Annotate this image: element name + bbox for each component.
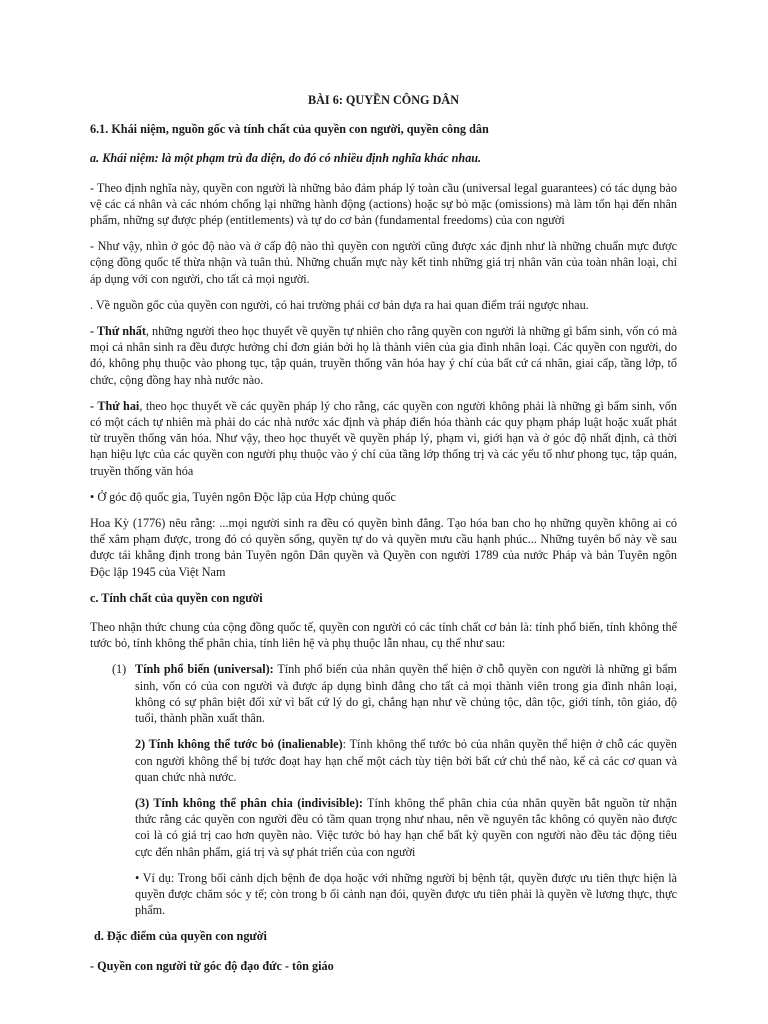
subsection-heading-a: a. Khái niệm: là một phạm trù đa diện, do đó có nhiều định nghĩa khác nhau. [90,151,482,166]
list-item-text: Tính không thể phân chia của nhân quyền bắt nguồn từ nhận thức rằng các quyền con người đều có tầm quan trọng như nhau, nên về nguyên tắc không có quyền nào được coi là có giá trị cao hơn quyền nào. Việc tước bỏ hay hạn chế bất kỳ quyền con người nào đều tác động tiêu cực đến nhân phẩm, giá trị và sự phát triển của con người [135,795,677,859]
paragraph-characteristics: Theo nhận thức chung của cộng đồng quốc tế, quyền con người có các tính chất cơ bản là: tính phổ biến, tính không thể tước bỏ, tính không thể phân chia, tính liên hệ và phụ thuộc lẫn nhau, cụ thể như sau: [90,620,677,651]
list-item-inalienable [135,736,677,785]
paragraph-second-view [90,398,677,479]
second-view-lead: - Thứ hai [90,398,140,413]
subsection-heading-d1: - Quyền con người từ góc độ đạo đức - tôn giáo [90,958,334,973]
paragraph-national-level: • Ở góc độ quốc gia, Tuyên ngôn Độc lập của Hợp chủng quốc [90,489,396,504]
first-view-text: , những người theo học thuyết về quyền tự nhiên cho rằng quyền con người là những gì bẩm sinh, vốn có mà mọi cá nhân sinh ra đều được hưởng chỉ đơn giản bởi họ là thành viên của gia đình nhân loại. Các quyền con người, do đó, không phụ thuộc vào phong tục, tập quán, truyền thống văn hóa hay ý chí của bất cứ cá nhân, giai cấp, tầng lớp, tổ chức, cộng đồng hay nhà nước nào. [90,324,677,387]
list-item-lead: (3) Tính không thể phân chia (indivisible): [135,795,363,810]
paragraph-definition: - Theo định nghĩa này, quyền con người là những bảo đảm pháp lý toàn cầu (universal legal guarantees) có tác dụng bảo vệ các cá nhân và các nhóm chống lại những hành động (actions) hoặc sự bỏ mặc (omissions) mà làm tổn hại đến nhân phẩm, những sự được phép (entitlements) và tự do cơ bản (fundamental freedoms) của con người [90,180,677,228]
list-item-text: Tính phổ biến của nhân quyền thể hiện ở chỗ quyền con người là những gì bẩm sinh, vốn có của con người và được áp dụng bình đẳng cho tất cả mọi thành viên trong gia đình nhân loại, không có sự phân biệt đối xử vì bất cứ lý do gì, chẳng hạn như về chủng tộc, dân tộc, giới tính, tôn giáo, độ tuổi, thành phần xuất thân. [135,662,678,726]
paragraph-origin: . Về nguồn gốc của quyền con người, có hai trường phái cơ bản dựa ra hai quan điểm trái ngược nhau. [90,297,589,312]
paragraph-standards: - Như vậy, nhìn ở góc độ nào và ở cấp độ nào thì quyền con người cũng được xác định như là những chuẩn mực được cộng đồng quốc tế thừa nhận và tuân thủ. Những chuẩn mực này kết tinh những giá trị nhân văn của toàn nhân loại, chỉ áp dụng với con người, cho tất cả mọi người. [90,239,677,286]
subsection-heading-c: c. Tính chất của quyền con người [90,590,263,605]
second-view-text: , theo học thuyết về các quyền pháp lý cho rằng, các quyền con người không phải là những gì bẩm sinh, vốn có một cách tự nhiên mà phải do các nhà nước xác định và pháp điển hóa thành các quy phạm pháp luật hoặc xuất phát từ truyền thống văn hóa. Như vậy, theo học thuyết về quyền pháp lý, phạm vi, giới hạn và ở góc độ nhất định, cả thời hạn hiệu lực của các quyền con người phụ thuộc vào ý chí của tầng lớp thống trị và các yếu tố như phong tục, tập quán, truyền thống văn hóa [90,398,677,478]
page-title: BÀI 6: QUYỀN CÔNG DÂN [308,93,459,107]
list-item-indivisible [135,795,677,860]
list-item-text: : Tính không thể tước bỏ của nhân quyền thể hiện ở chỗ các quyền con người không thể bị tước đoạt hay hạn chế một cách tùy tiện bởi bất cứ chủ thể nào, kể cả các cơ quan và quan chức nhà nước. [135,737,677,784]
list-item-lead: 2) Tính không thể tước bỏ (inalienable) [135,737,343,752]
list-item-number: (1) [112,662,127,677]
paragraph-us-declaration: Hoa Kỳ (1776) nêu rằng: ...mọi người sinh ra đều có quyền bình đẳng. Tạo hóa ban cho họ những quyền không ai có thể xâm phạm được, trong đó có quyền sống, quyền tự do và quyền mưu cầu hạnh phúc... Những tuyên bố này về sau được tái khẳng định trong bản Tuyên ngôn Dân quyền và Quyền con người 1789 của nước Pháp và bản Tuyên ngôn Độc lập 1945 của Việt Nam [90,516,677,579]
subsection-heading-d: d. Đặc điểm của quyền con người [94,929,267,944]
document-body [90,92,677,987]
list-item-example: • Ví dụ: Trong bối cảnh dịch bệnh đe dọa hoặc với những người bị bệnh tật, quyền được ưu tiên thực hiện là quyền được chăm sóc y tế; còn trong b ối cảnh nạn đói, quyền được ưu tiên phải là quyền về lương thực, thực phẩm. [135,870,677,918]
paragraph-first-view [90,323,677,388]
characteristics-list [90,661,677,918]
list-item-lead: Tính phổ biến (universal): [135,662,274,677]
list-item-universal [112,661,678,726]
first-view-lead: - Thứ nhất [90,324,146,339]
section-heading-6-1: 6.1. Khái niệm, nguồn gốc và tính chất của quyền con người, quyền công dân [90,122,489,137]
